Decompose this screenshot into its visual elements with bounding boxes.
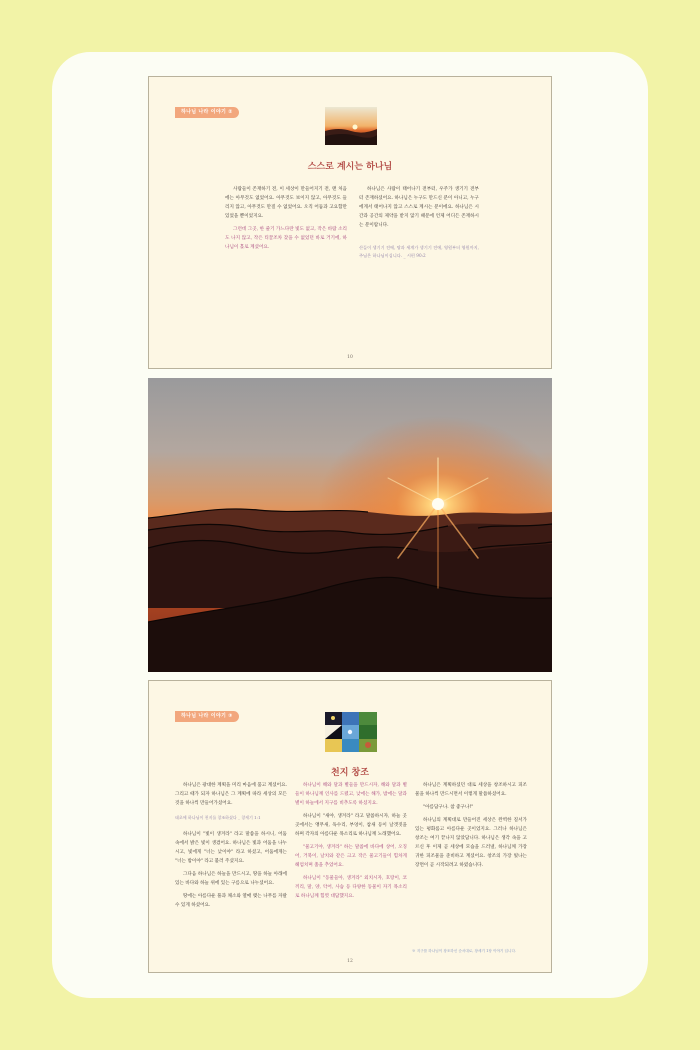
paragraph: 하나님은 계획하셨던 대로 세상을 창조하시고 피조물을 하나씩 만드시면서 이렇게 말씀하셨어요. <box>415 783 527 797</box>
bible-note: 태초에 하나님이 천지를 창조하셨다 _ 창세기 1:1 <box>175 815 261 820</box>
paragraph: 하나님이 "빛이 생겨라" 라고 말씀을 하시니, 어둠 속에서 밝은 빛이 생겼어요. 하나님은 빛과 어둠을 나누시고, 빛에게 "너는 낮이야" 라고 하셨고, 어둠에게는 "너는 밤이야" 라고 불러 주셨지요. <box>175 832 287 864</box>
sunset-photo <box>148 378 552 672</box>
book-page-12 <box>148 680 552 973</box>
highlight-paragraph: 그런데 그곳, 한 줄기 가느다란 빛도 없고, 작은 바람 소리도 나지 않고, 작은 티끌조차 찾을 수 없었던 바로 거기에, 하나님이 홀로 계셨어요. <box>225 227 347 250</box>
series-tag: 하나님 나라 이야기 ② <box>175 107 239 118</box>
paragraph: 사람들이 존재하기 전, 이 세상이 만들어지기 전, 맨 처음에는 아무것도 없었어요. 아무것도 보이지 않고, 아무것도 들리지 않고, 아무것도 만질 수 없었어요. 오직 어둠과 고요함만 있었을 뿐이었지요. <box>225 187 347 219</box>
paragraph: 그다음 하나님은 하늘을 만드시고, 땅을 하늘 아래에 있는 바다와 하늘 위에 있는 구름으로 나누셨어요. <box>175 872 287 886</box>
text-column-1 <box>175 781 287 914</box>
highlight-paragraph: 하나님이 해와 달과 별들을 만드시자, 해와 달과 별들이 하나님께 인사를 드렸고, 낮에는 해가, 밤에는 달과 별이 하늘에서 지구를 비추도록 하셨지요. <box>295 783 407 806</box>
footnote: ※ 지구를 하나님이 창조하신 순서대로, 창세기 1장 이야기 입니다. <box>412 949 517 953</box>
book-page-10 <box>148 76 552 369</box>
paragraph: 땅에는 아름다운 풀과 채소와 열매 맺는 나무를 자랄 수 있게 하셨어요. <box>175 894 287 908</box>
text-column-2 <box>359 185 479 264</box>
page-title: 천지 창조 <box>331 768 369 778</box>
text-column-1 <box>225 185 347 256</box>
paragraph: 하나님은 광대한 계획을 미리 마음에 품고 계셨어요. 그리고 때가 되자 하나님은 그 계획에 따라 세상의 모든 것을 하나씩 만들어가셨어요. <box>175 783 287 806</box>
quote: "아름답구나. 참 좋구나!" <box>423 805 474 810</box>
page-number: 12 <box>347 959 353 964</box>
page-title: 스스로 계시는 하나님 <box>307 162 393 172</box>
series-tag: 하나님 나라 이야기 ③ <box>175 711 239 722</box>
paragraph: 하나님의 계획대로 만들어진 세상은 완벽한 질서가 있는 평화롭고 아름다운 곳이었지요. 그러나 하나님은 창조는 여기 끝나지 않았답니다. 하나님은 생각 속을 고르신 후 이제 곧 세상에 모습을 드러낼, 하나님께 가장 귀한 피조물을 준비하고 계셨어요. 창조의 가장 빛나는 장면이 곧 시작되려고 하였습니다. <box>415 818 527 868</box>
highlight-paragraph: 하나님이 "동물들아, 생겨라" 외치시자, 호랑이, 코끼리, 말, 양, 악어, 사슴 등 다양한 동물이 자기 목소리로 하나님께 힘껏 대답했지요. <box>295 876 407 899</box>
creation-mosaic-image <box>325 712 377 752</box>
highlight-paragraph: "물고기야, 생겨라" 하는 말씀에 바다에 상어, 오징어, 거북이, 날치와 같은 크고 작은 물고기들이 힘차게 헤엄치며 춤을 추었어요. <box>295 845 407 868</box>
text-column-2 <box>295 781 407 905</box>
paragraph: 하나님이 "새야, 생겨라" 라고 말씀하시자, 하늘 곳곳에서는 앵무새, 독수리, 부엉이, 참새 등이 날갯짓을 하며 각자의 아름다운 목소리로 하나님께 노래했어요. <box>295 814 407 837</box>
paragraph: 하나님은 사람이 태어나기 전부터, 우주가 생기기 전부터 존재하셨어요. 하나님은 누구도 만드신 분이 아니고, 누구에게서 태어나지 않고 스스로 계시는 분이에요. 하나님은 시간과 공간의 제약을 받지 않기 때문에 언제 어디든 존재하시는 분이랍니다. <box>359 187 479 228</box>
bible-verse: 산들이 생기기 전에, 땅과 세계가 생기기 전에, 영원부터 영원까지, 주님은 하나님이십니다. _ 시편 90:2 <box>359 245 479 258</box>
text-column-3 <box>415 781 527 874</box>
sunset-thumbnail-image <box>325 107 377 145</box>
page-number: 10 <box>347 355 353 360</box>
